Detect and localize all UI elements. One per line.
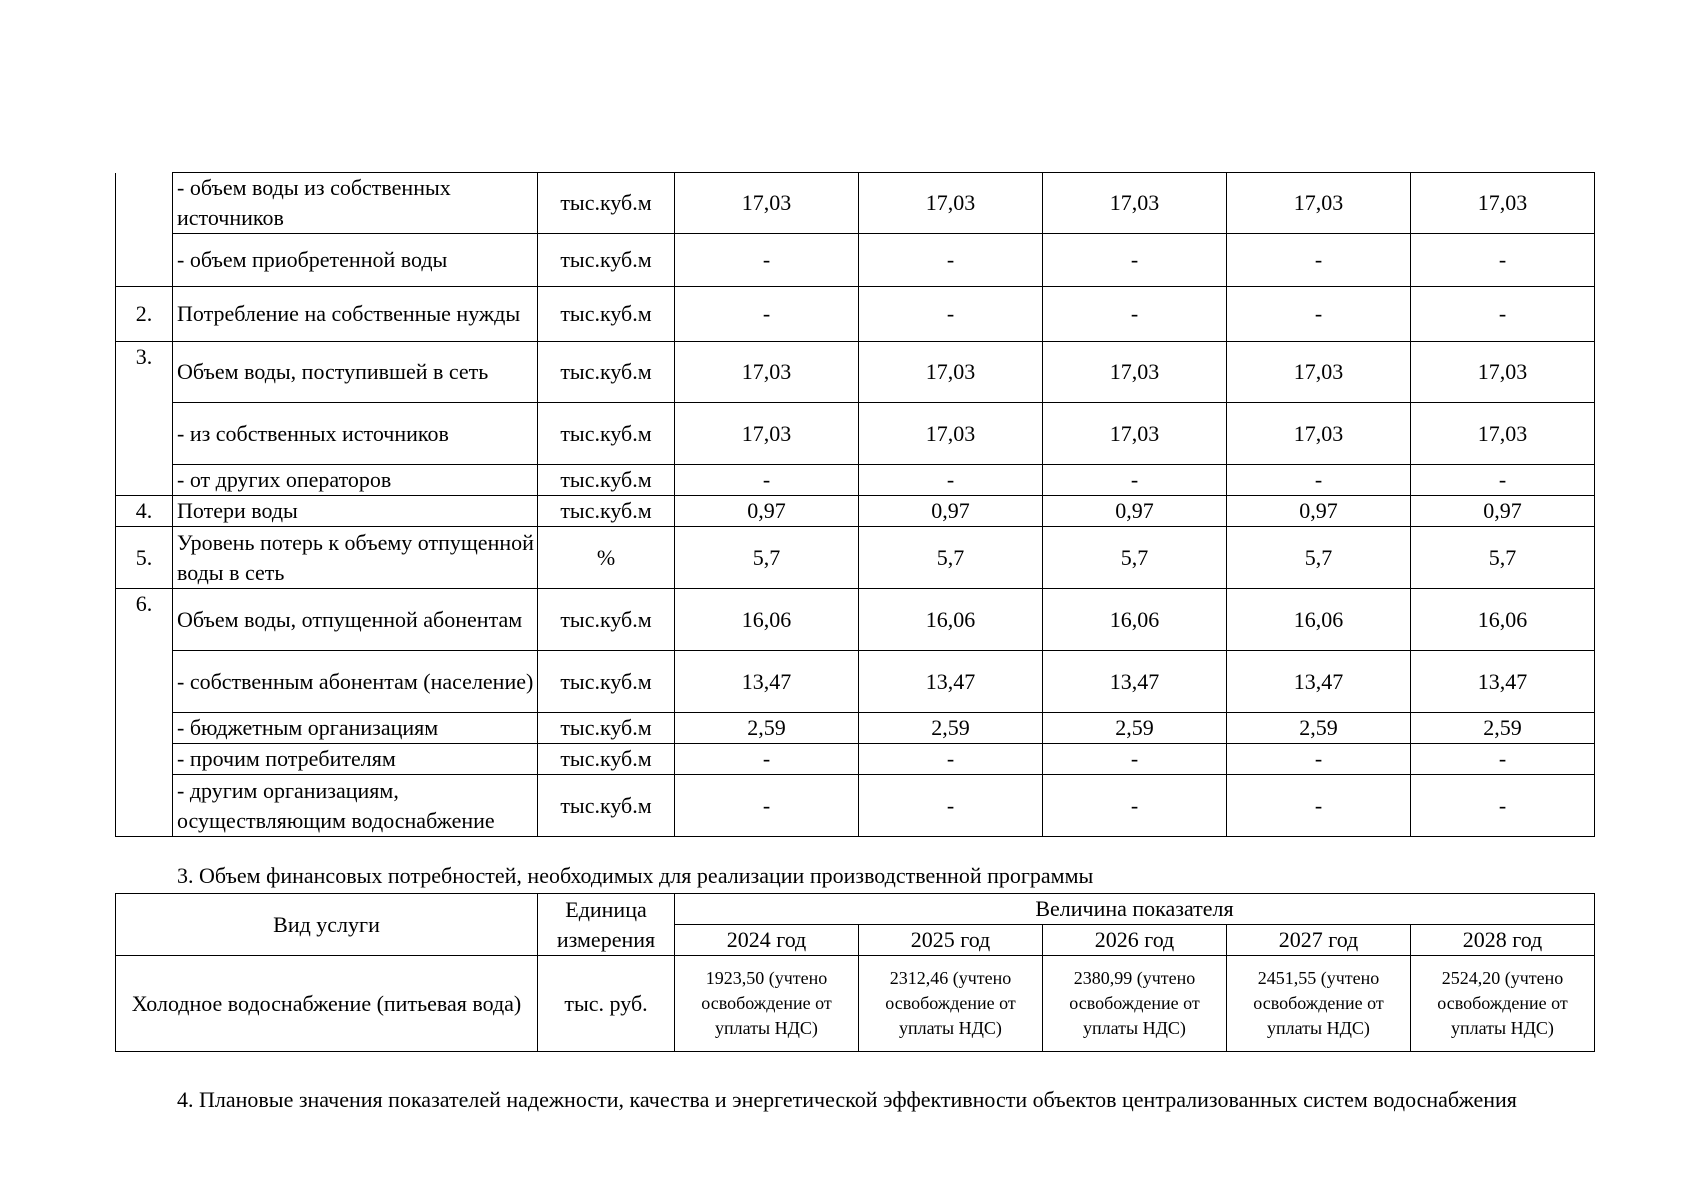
table-row xyxy=(116,496,1595,527)
value-cell: 17,03 xyxy=(1043,173,1227,234)
value-cell: - xyxy=(1043,775,1227,837)
value-cell: 17,03 xyxy=(1227,403,1411,465)
value-cell: 13,47 xyxy=(859,651,1043,713)
value-cell: 16,06 xyxy=(675,589,859,651)
row-name: - от других операторов xyxy=(173,465,538,496)
value-cell: 0,97 xyxy=(859,496,1043,527)
value-cell: - xyxy=(1227,287,1411,342)
table-row xyxy=(116,713,1595,744)
table-row xyxy=(116,651,1595,713)
row-unit: тыс.куб.м xyxy=(538,234,675,287)
value-cell: - xyxy=(859,465,1043,496)
production-volume-table xyxy=(115,172,1595,837)
row-unit: тыс.куб.м xyxy=(538,651,675,713)
row-name: - бюджетным организациям xyxy=(173,713,538,744)
value-cell: 2,59 xyxy=(1043,713,1227,744)
value-cell: 5,7 xyxy=(675,527,859,589)
row-number xyxy=(116,234,173,287)
value-cell: - xyxy=(859,775,1043,837)
value-cell: 2451,55 (учтено освобождение от уплаты НДС) xyxy=(1227,956,1411,1052)
header-year: 2028 год xyxy=(1411,925,1595,956)
row-number xyxy=(116,713,173,744)
value-cell: - xyxy=(1227,744,1411,775)
value-cell: - xyxy=(1411,744,1595,775)
header-service: Вид услуги xyxy=(116,894,538,956)
service-name: Холодное водоснабжение (питьевая вода) xyxy=(116,956,538,1052)
row-unit: тыс.куб.м xyxy=(538,403,675,465)
value-cell: 5,7 xyxy=(1227,527,1411,589)
value-cell: 17,03 xyxy=(1411,342,1595,403)
value-cell: - xyxy=(675,744,859,775)
table-row xyxy=(116,589,1595,651)
value-cell: 2,59 xyxy=(675,713,859,744)
value-cell: 17,03 xyxy=(675,403,859,465)
row-number: 6. xyxy=(116,589,173,651)
table-row xyxy=(116,403,1595,465)
value-cell: 17,03 xyxy=(1227,342,1411,403)
value-cell: 17,03 xyxy=(675,173,859,234)
section-4-title: 4. Плановые значения показателей надежности, качества и энергетической эффективности объектов централизованных систем водоснабжения xyxy=(177,1087,1517,1112)
row-number xyxy=(116,173,173,234)
row-number: 3. xyxy=(116,342,173,403)
table-row xyxy=(116,527,1595,589)
row-number xyxy=(116,775,173,837)
row-name: - объем приобретенной воды xyxy=(173,234,538,287)
value-cell: - xyxy=(675,287,859,342)
row-number xyxy=(116,465,173,496)
value-cell: - xyxy=(1043,744,1227,775)
value-cell: 13,47 xyxy=(1411,651,1595,713)
value-cell: - xyxy=(859,234,1043,287)
service-unit: тыс. руб. xyxy=(538,956,675,1052)
value-cell: - xyxy=(1043,234,1227,287)
value-cell: - xyxy=(1043,465,1227,496)
value-cell: 17,03 xyxy=(859,403,1043,465)
value-cell: 5,7 xyxy=(1411,527,1595,589)
value-cell: 2312,46 (учтено освобождение от уплаты НДС) xyxy=(859,956,1043,1052)
value-cell: 16,06 xyxy=(859,589,1043,651)
value-cell: - xyxy=(1411,234,1595,287)
header-year: 2025 год xyxy=(859,925,1043,956)
table-row xyxy=(116,956,1595,1052)
table-row xyxy=(116,287,1595,342)
value-cell: 16,06 xyxy=(1411,589,1595,651)
section-3-title: 3. Объем финансовых потребностей, необходимых для реализации производственной программы xyxy=(177,863,1094,888)
value-cell: 1923,50 (учтено освобождение от уплаты НДС) xyxy=(675,956,859,1052)
table-row xyxy=(116,173,1595,234)
row-number: 2. xyxy=(116,287,173,342)
value-cell: 17,03 xyxy=(1043,403,1227,465)
value-cell: 16,06 xyxy=(1227,589,1411,651)
row-name: - объем воды из собственных источников xyxy=(173,173,538,234)
row-unit: тыс.куб.м xyxy=(538,775,675,837)
value-cell: 17,03 xyxy=(859,342,1043,403)
value-cell: - xyxy=(859,744,1043,775)
header-year: 2024 год xyxy=(675,925,859,956)
value-cell: 0,97 xyxy=(1043,496,1227,527)
value-cell: 2,59 xyxy=(1411,713,1595,744)
value-cell: - xyxy=(1043,287,1227,342)
row-unit: тыс.куб.м xyxy=(538,496,675,527)
row-name: - прочим потребителям xyxy=(173,744,538,775)
row-name: Потребление на собственные нужды xyxy=(173,287,538,342)
row-name: - из собственных источников xyxy=(173,403,538,465)
row-unit: тыс.куб.м xyxy=(538,287,675,342)
value-cell: 17,03 xyxy=(1043,342,1227,403)
value-cell: 5,7 xyxy=(1043,527,1227,589)
value-cell: - xyxy=(1227,775,1411,837)
row-name: - другим организациям, осуществляющим водоснабжение xyxy=(173,775,538,837)
value-cell: 17,03 xyxy=(1411,173,1595,234)
row-name: - собственным абонентам (население) xyxy=(173,651,538,713)
value-cell: 16,06 xyxy=(1043,589,1227,651)
value-cell: 17,03 xyxy=(675,342,859,403)
value-cell: 17,03 xyxy=(859,173,1043,234)
value-cell: 17,03 xyxy=(1227,173,1411,234)
value-cell: 17,03 xyxy=(1411,403,1595,465)
table-row xyxy=(116,775,1595,837)
row-name: Объем воды, поступившей в сеть xyxy=(173,342,538,403)
value-cell: 5,7 xyxy=(859,527,1043,589)
row-unit: тыс.куб.м xyxy=(538,342,675,403)
row-number xyxy=(116,403,173,465)
row-number: 5. xyxy=(116,527,173,589)
row-name: Уровень потерь к объему отпущенной воды в сеть xyxy=(173,527,538,589)
table-row xyxy=(116,465,1595,496)
value-cell: - xyxy=(1411,775,1595,837)
value-cell: 0,97 xyxy=(1411,496,1595,527)
value-cell: - xyxy=(675,234,859,287)
header-unit: Единица измерения xyxy=(538,894,675,956)
value-cell: - xyxy=(859,287,1043,342)
value-cell: 2524,20 (учтено освобождение от уплаты НДС) xyxy=(1411,956,1595,1052)
row-name: Потери воды xyxy=(173,496,538,527)
table-row xyxy=(116,744,1595,775)
value-cell: 13,47 xyxy=(1043,651,1227,713)
value-cell: 0,97 xyxy=(1227,496,1411,527)
row-number xyxy=(116,651,173,713)
row-unit: тыс.куб.м xyxy=(538,713,675,744)
header-row xyxy=(116,894,1595,925)
value-cell: - xyxy=(675,465,859,496)
value-cell: 2,59 xyxy=(859,713,1043,744)
table-row xyxy=(116,234,1595,287)
value-cell: - xyxy=(1411,465,1595,496)
value-cell: - xyxy=(1227,465,1411,496)
value-cell: - xyxy=(675,775,859,837)
row-unit: тыс.куб.м xyxy=(538,744,675,775)
row-unit: % xyxy=(538,527,675,589)
row-unit: тыс.куб.м xyxy=(538,173,675,234)
header-value: Величина показателя xyxy=(675,894,1595,925)
value-cell: 13,47 xyxy=(675,651,859,713)
value-cell: - xyxy=(1411,287,1595,342)
financial-needs-table xyxy=(115,893,1595,1052)
header-year: 2026 год xyxy=(1043,925,1227,956)
row-unit: тыс.куб.м xyxy=(538,465,675,496)
value-cell: 2,59 xyxy=(1227,713,1411,744)
row-number: 4. xyxy=(116,496,173,527)
row-unit: тыс.куб.м xyxy=(538,589,675,651)
table-row xyxy=(116,342,1595,403)
row-number xyxy=(116,744,173,775)
row-name: Объем воды, отпущенной абонентам xyxy=(173,589,538,651)
value-cell: - xyxy=(1227,234,1411,287)
header-year: 2027 год xyxy=(1227,925,1411,956)
value-cell: 0,97 xyxy=(675,496,859,527)
value-cell: 13,47 xyxy=(1227,651,1411,713)
value-cell: 2380,99 (учтено освобождение от уплаты НДС) xyxy=(1043,956,1227,1052)
